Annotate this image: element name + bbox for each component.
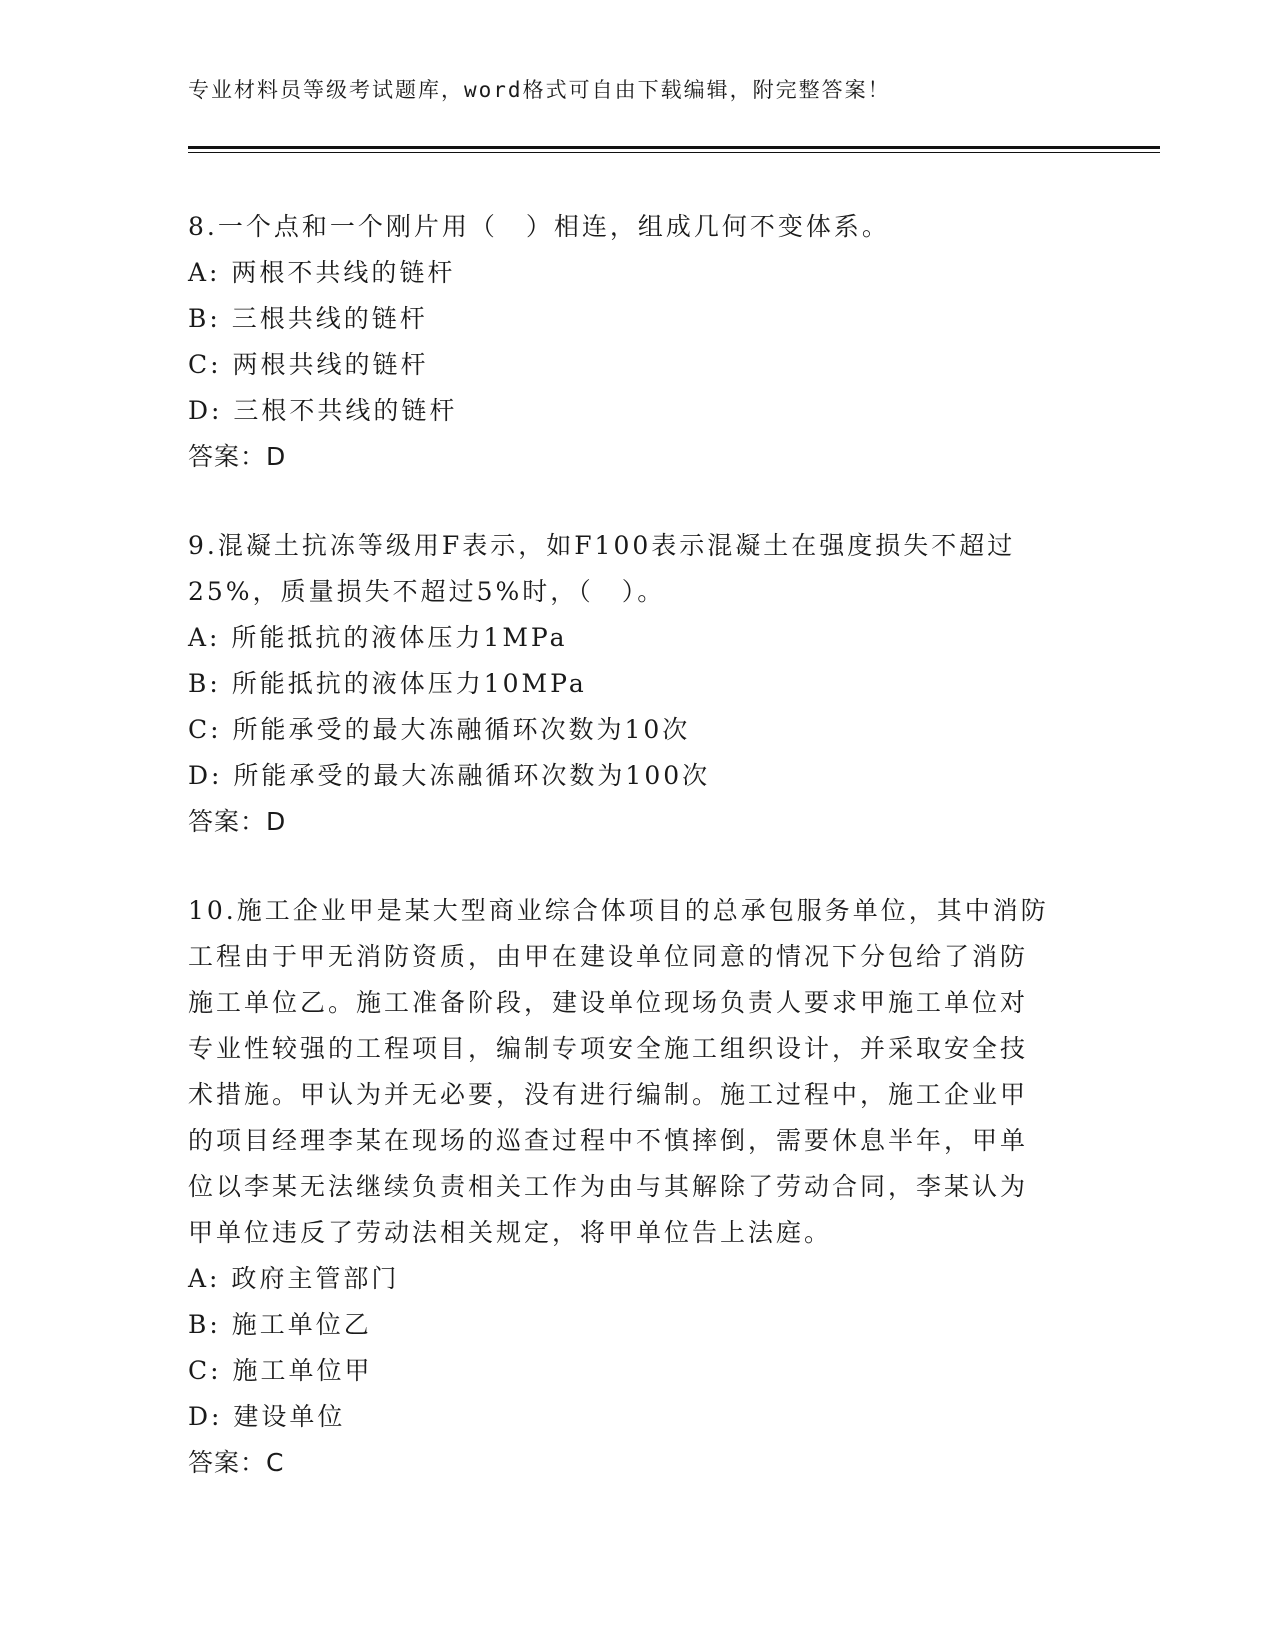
question-stem: [188, 888, 1088, 1256]
option-c: C: 所能承受的最大冻融循环次数为10次: [188, 715, 691, 744]
stem-line: 工程由于甲无消防资质，由甲在建设单位同意的情况下分包给了消防: [188, 942, 1029, 971]
page-header: 专业材料员等级考试题库，word格式可自由下载编辑，附完整答案！: [188, 78, 891, 102]
stem-line: 施工单位乙。施工准备阶段，建设单位现场负责人要求甲施工单位对: [188, 988, 1029, 1017]
option-a: A: 所能抵抗的液体压力1MPa: [188, 623, 568, 652]
stem-line: 10.施工企业甲是某大型商业综合体项目的总承包服务单位，其中消防: [188, 896, 1049, 925]
header-rule-thin: [188, 152, 1160, 153]
question-stem: [188, 523, 1088, 615]
option-d: D: 三根不共线的链杆: [188, 396, 458, 425]
option-b: B: 三根共线的链杆: [188, 304, 428, 333]
option-a: A: 政府主管部门: [188, 1264, 400, 1293]
question-10: [188, 888, 1088, 1486]
answer: 答案：D: [188, 807, 287, 836]
stem-line: 位以李某无法继续负责相关工作为由与其解除了劳动合同，李某认为: [188, 1172, 1029, 1201]
answer: 答案：C: [188, 1448, 285, 1477]
question-list: [188, 204, 1088, 1529]
option-b: B: 所能抵抗的液体压力10MPa: [188, 669, 587, 698]
option-d: D: 建设单位: [188, 1402, 346, 1431]
answer: 答案：D: [188, 442, 287, 471]
question-8: [188, 204, 1088, 480]
header-rule-thick: [188, 146, 1160, 149]
option-c: C: 两根共线的链杆: [188, 350, 429, 379]
stem-line: 术措施。甲认为并无必要，没有进行编制。施工过程中，施工企业甲: [188, 1080, 1029, 1109]
stem-line: 25%，质量损失不超过5%时，（ ）。: [188, 577, 666, 606]
question-9: [188, 523, 1088, 845]
option-b: B: 施工单位乙: [188, 1310, 372, 1339]
option-c: C: 施工单位甲: [188, 1356, 373, 1385]
stem-line: 的项目经理李某在现场的巡查过程中不慎摔倒，需要休息半年，甲单: [188, 1126, 1029, 1155]
option-a: A: 两根不共线的链杆: [188, 258, 456, 287]
stem-line: 9.混凝土抗冻等级用F表示，如F100表示混凝土在强度损失不超过: [188, 531, 1016, 560]
stem-line: 甲单位违反了劳动法相关规定，将甲单位告上法庭。: [188, 1218, 833, 1247]
question-stem: [188, 204, 1088, 250]
stem-line: 8.一个点和一个刚片用（ ）相连，组成几何不变体系。: [188, 212, 890, 241]
option-d: D: 所能承受的最大冻融循环次数为100次: [188, 761, 711, 790]
stem-line: 专业性较强的工程项目，编制专项安全施工组织设计，并采取安全技: [188, 1034, 1029, 1063]
